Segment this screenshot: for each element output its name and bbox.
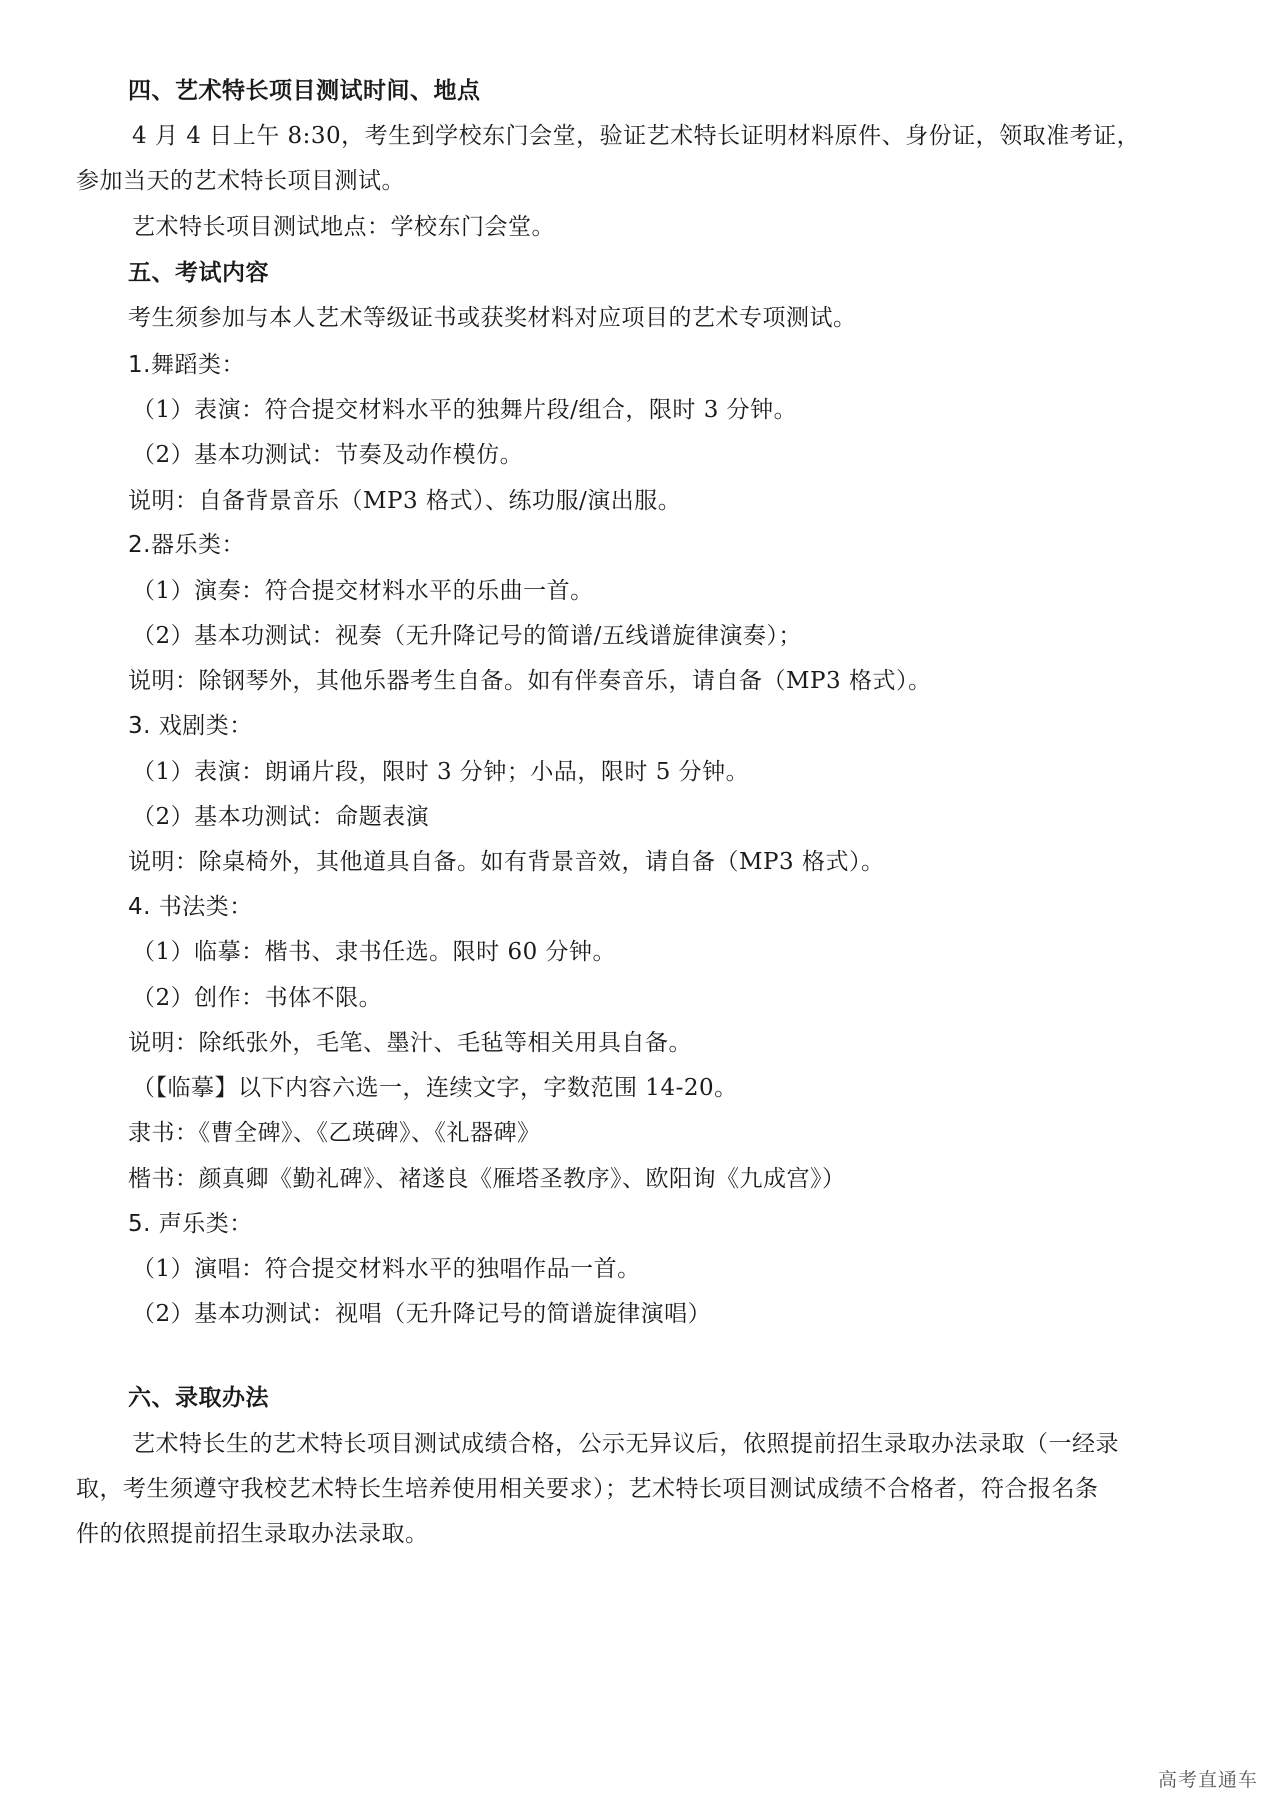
section-4-heading: 四、艺术特长项目测试时间、地点 bbox=[128, 78, 481, 104]
instrument-note: 说明：除钢琴外，其他乐器考生自备。如有伴奏音乐，请自备（MP3 格式）。 bbox=[128, 668, 932, 694]
calligraphy-copy-note: （【临摹】以下内容六选一，连续文字，字数范围 14-20。 bbox=[132, 1075, 738, 1101]
calligraphy-kaishu: 楷书：颜真卿《勤礼碑》、褚遂良《雁塔圣教序》、欧阳询《九成宫》） bbox=[128, 1166, 846, 1192]
calligraphy-note: 说明：除纸张外，毛笔、墨汁、毛毡等相关用具自备。 bbox=[128, 1030, 692, 1056]
section-5-intro: 考生须参加与本人艺术等级证书或获奖材料对应项目的艺术专项测试。 bbox=[128, 305, 857, 331]
dance-item-1: （1）表演：符合提交材料水平的独舞片段/组合，限时 3 分钟。 bbox=[132, 397, 798, 423]
drama-item-2: （2）基本功测试：命题表演 bbox=[132, 804, 430, 830]
calligraphy-item-1: （1）临摹：楷书、隶书任选。限时 60 分钟。 bbox=[132, 939, 617, 965]
calligraphy-item-2: （2）创作：书体不限。 bbox=[132, 985, 383, 1011]
calligraphy-lishu: 隶书：《曹全碑》、《乙瑛碑》、《礼器碑》 bbox=[128, 1120, 541, 1146]
section-6-line-3: 件的依照提前招生录取办法录取。 bbox=[76, 1521, 429, 1547]
section-4-paragraph-1-line-2: 参加当天的艺术特长项目测试。 bbox=[76, 168, 405, 194]
drama-item-1: （1）表演：朗诵片段，限时 3 分钟；小品，限时 5 分钟。 bbox=[132, 759, 750, 785]
instrument-title: 2.器乐类： bbox=[128, 532, 245, 558]
dance-item-2: （2）基本功测试：节奏及动作模仿。 bbox=[132, 442, 524, 468]
section-6-line-1: 艺术特长生的艺术特长项目测试成绩合格，公示无异议后，依照提前招生录取办法录取（一经录 bbox=[132, 1431, 1119, 1457]
dance-note: 说明：自备背景音乐（MP3 格式）、练功服/演出服。 bbox=[128, 488, 682, 514]
drama-title: 3. 戏剧类： bbox=[128, 713, 253, 739]
watermark: 高考直通车 bbox=[1157, 1769, 1258, 1791]
vocal-title: 5. 声乐类： bbox=[128, 1211, 253, 1237]
section-5-heading: 五、考试内容 bbox=[128, 260, 269, 286]
calligraphy-title: 4. 书法类： bbox=[128, 894, 253, 920]
section-6-heading: 六、录取办法 bbox=[128, 1385, 269, 1411]
section-4-paragraph-1-line-1: 4 月 4 日上午 8:30，考生到学校东门会堂，验证艺术特长证明材料原件、身份证，领取准考证， bbox=[132, 123, 1141, 149]
dance-title: 1.舞蹈类： bbox=[128, 352, 245, 378]
section-4-paragraph-2: 艺术特长项目测试地点：学校东门会堂。 bbox=[132, 214, 555, 240]
vocal-item-2: （2）基本功测试：视唱（无升降记号的简谱旋律演唱） bbox=[132, 1301, 712, 1327]
instrument-item-2: （2）基本功测试：视奏（无升降记号的简谱/五线谱旋律演奏）； bbox=[132, 623, 802, 649]
drama-note: 说明：除桌椅外，其他道具自备。如有背景音效，请自备（MP3 格式）。 bbox=[128, 849, 885, 875]
section-6-line-2: 取，考生须遵守我校艺术特长生培养使用相关要求）；艺术特长项目测试成绩不合格者，符合报名条 bbox=[76, 1476, 1099, 1502]
instrument-item-1: （1）演奏：符合提交材料水平的乐曲一首。 bbox=[132, 578, 594, 604]
vocal-item-1: （1）演唱：符合提交材料水平的独唱作品一首。 bbox=[132, 1256, 641, 1282]
